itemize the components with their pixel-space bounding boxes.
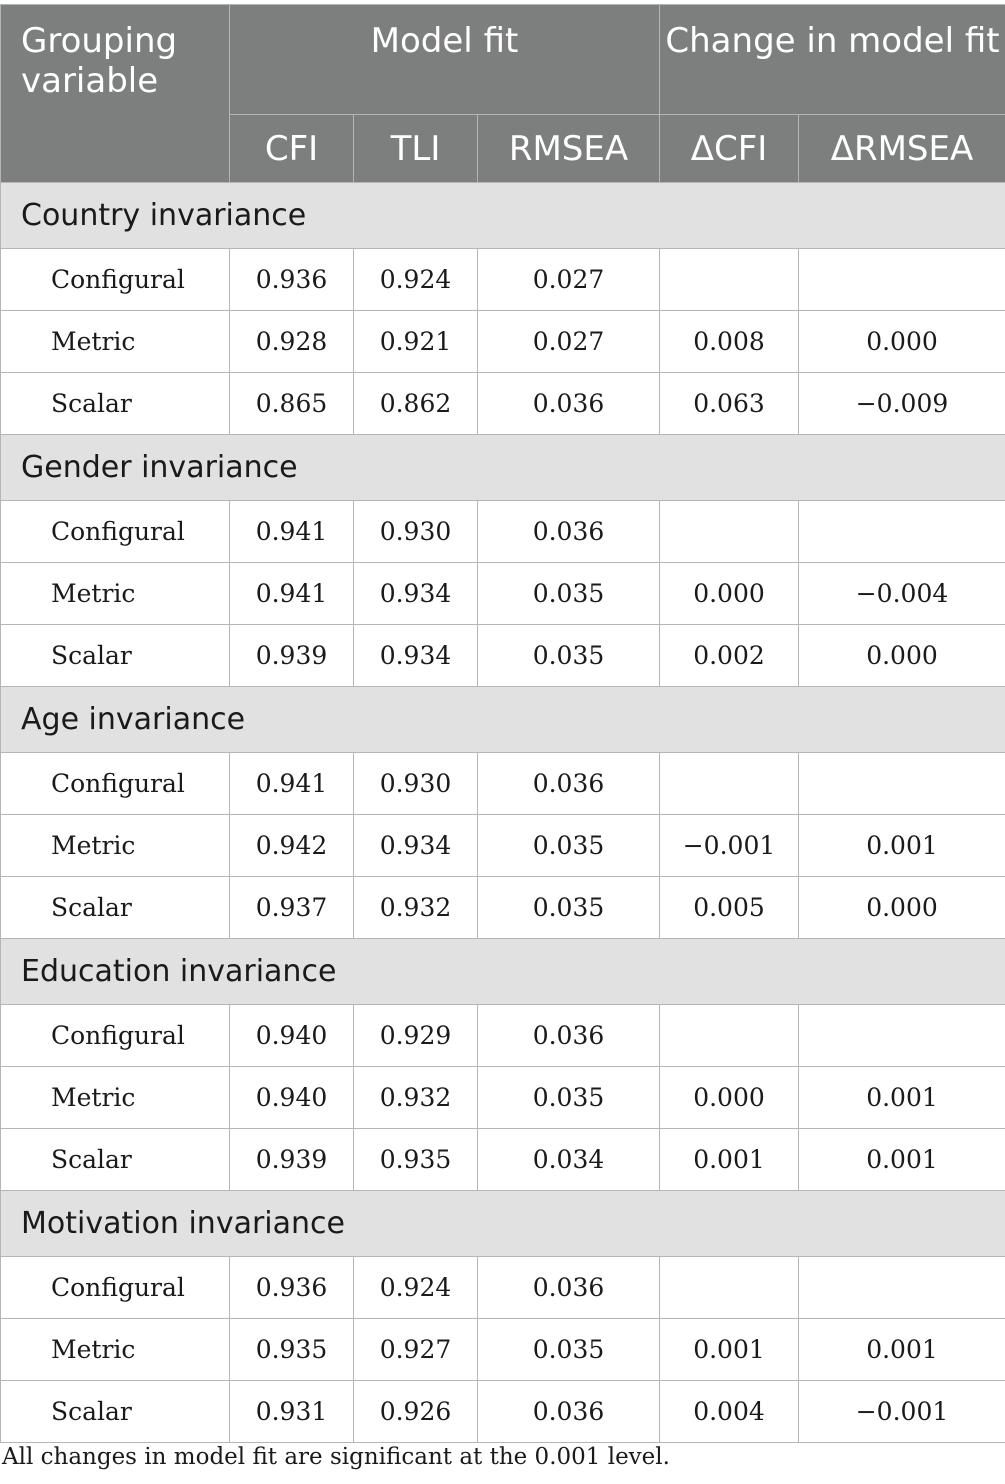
cell-dcfi: −0.001 — [660, 815, 799, 877]
table-row — [1, 625, 1005, 687]
cell-cfi: 0.931 — [230, 1381, 354, 1443]
table-row — [1, 249, 1005, 311]
cell-dcfi: 0.005 — [660, 877, 799, 939]
header-delta-rmsea: ΔRMSEA — [799, 115, 1005, 183]
cell-dcfi: 0.004 — [660, 1381, 799, 1443]
row-label: Metric — [1, 1067, 230, 1129]
cell-rmsea: 0.035 — [478, 563, 660, 625]
cell-dcfi — [660, 501, 799, 563]
cell-dcfi — [660, 1005, 799, 1067]
row-label: Scalar — [1, 373, 230, 435]
cell-tli: 0.930 — [354, 753, 478, 815]
cell-tli: 0.924 — [354, 249, 478, 311]
cell-tli: 0.926 — [354, 1381, 478, 1443]
cell-drmsea: −0.001 — [799, 1381, 1005, 1443]
invariance-table — [0, 4, 1005, 1443]
cell-cfi: 0.936 — [230, 1257, 354, 1319]
row-label: Metric — [1, 1319, 230, 1381]
cell-drmsea: −0.009 — [799, 373, 1005, 435]
section-row — [1, 1191, 1005, 1257]
header-change-in-model-fit: Change in model fit — [660, 5, 1005, 115]
cell-tli: 0.924 — [354, 1257, 478, 1319]
cell-rmsea: 0.034 — [478, 1129, 660, 1191]
cell-dcfi: 0.001 — [660, 1129, 799, 1191]
row-label: Configural — [1, 1005, 230, 1067]
table-row — [1, 373, 1005, 435]
header-rmsea: RMSEA — [478, 115, 660, 183]
cell-cfi: 0.928 — [230, 311, 354, 373]
section-row — [1, 687, 1005, 753]
cell-dcfi: 0.002 — [660, 625, 799, 687]
cell-tli: 0.935 — [354, 1129, 478, 1191]
table-row — [1, 501, 1005, 563]
cell-tli: 0.932 — [354, 877, 478, 939]
cell-drmsea — [799, 1005, 1005, 1067]
cell-cfi: 0.939 — [230, 625, 354, 687]
row-label: Configural — [1, 1257, 230, 1319]
cell-drmsea: 0.000 — [799, 877, 1005, 939]
cell-rmsea: 0.035 — [478, 1319, 660, 1381]
table-row — [1, 563, 1005, 625]
header-grouping-variable: Grouping variable — [1, 5, 230, 183]
cell-rmsea: 0.035 — [478, 877, 660, 939]
cell-cfi: 0.941 — [230, 753, 354, 815]
cell-tli: 0.930 — [354, 501, 478, 563]
section-title: Gender invariance — [1, 435, 1005, 501]
table-row — [1, 1067, 1005, 1129]
cell-rmsea: 0.035 — [478, 625, 660, 687]
cell-cfi: 0.941 — [230, 563, 354, 625]
cell-rmsea: 0.035 — [478, 815, 660, 877]
cell-tli: 0.934 — [354, 625, 478, 687]
table-row — [1, 753, 1005, 815]
section-row — [1, 435, 1005, 501]
cell-rmsea: 0.027 — [478, 249, 660, 311]
cell-rmsea: 0.027 — [478, 311, 660, 373]
cell-rmsea: 0.036 — [478, 753, 660, 815]
cell-rmsea: 0.036 — [478, 1005, 660, 1067]
cell-cfi: 0.941 — [230, 501, 354, 563]
cell-drmsea: 0.001 — [799, 815, 1005, 877]
row-label: Configural — [1, 753, 230, 815]
cell-drmsea — [799, 753, 1005, 815]
table-row — [1, 1129, 1005, 1191]
cell-dcfi: 0.063 — [660, 373, 799, 435]
row-label: Metric — [1, 563, 230, 625]
section-row — [1, 939, 1005, 1005]
table-row — [1, 1005, 1005, 1067]
table-row — [1, 311, 1005, 373]
cell-dcfi: 0.008 — [660, 311, 799, 373]
cell-drmsea — [799, 249, 1005, 311]
table-body — [1, 183, 1005, 1443]
cell-drmsea: 0.000 — [799, 311, 1005, 373]
cell-tli: 0.921 — [354, 311, 478, 373]
cell-rmsea: 0.036 — [478, 501, 660, 563]
cell-tli: 0.932 — [354, 1067, 478, 1129]
cell-cfi: 0.865 — [230, 373, 354, 435]
table-row — [1, 815, 1005, 877]
cell-drmsea: 0.000 — [799, 625, 1005, 687]
cell-drmsea: −0.004 — [799, 563, 1005, 625]
header-cfi: CFI — [230, 115, 354, 183]
cell-dcfi — [660, 753, 799, 815]
row-label: Configural — [1, 501, 230, 563]
cell-drmsea: 0.001 — [799, 1067, 1005, 1129]
cell-rmsea: 0.036 — [478, 1381, 660, 1443]
cell-tli: 0.929 — [354, 1005, 478, 1067]
cell-cfi: 0.935 — [230, 1319, 354, 1381]
section-title: Country invariance — [1, 183, 1005, 249]
cell-cfi: 0.940 — [230, 1005, 354, 1067]
row-label: Metric — [1, 311, 230, 373]
cell-dcfi — [660, 249, 799, 311]
cell-dcfi: 0.000 — [660, 1067, 799, 1129]
row-label: Scalar — [1, 1129, 230, 1191]
cell-drmsea — [799, 501, 1005, 563]
row-label: Configural — [1, 249, 230, 311]
cell-cfi: 0.940 — [230, 1067, 354, 1129]
cell-drmsea — [799, 1257, 1005, 1319]
cell-dcfi: 0.001 — [660, 1319, 799, 1381]
cell-dcfi — [660, 1257, 799, 1319]
section-row — [1, 183, 1005, 249]
section-title: Education invariance — [1, 939, 1005, 1005]
row-label: Scalar — [1, 877, 230, 939]
cell-drmsea: 0.001 — [799, 1129, 1005, 1191]
header-delta-cfi: ΔCFI — [660, 115, 799, 183]
cell-tli: 0.862 — [354, 373, 478, 435]
cell-cfi: 0.939 — [230, 1129, 354, 1191]
table-row — [1, 1257, 1005, 1319]
cell-rmsea: 0.036 — [478, 1257, 660, 1319]
cell-tli: 0.934 — [354, 815, 478, 877]
cell-rmsea: 0.036 — [478, 373, 660, 435]
table-header — [1, 5, 1005, 183]
section-title: Age invariance — [1, 687, 1005, 753]
cell-cfi: 0.936 — [230, 249, 354, 311]
table-footnote: All changes in model fit are significant at the 0.001 level. — [2, 1444, 670, 1470]
cell-rmsea: 0.035 — [478, 1067, 660, 1129]
table-row — [1, 1319, 1005, 1381]
cell-cfi: 0.937 — [230, 877, 354, 939]
table-row — [1, 1381, 1005, 1443]
table-row — [1, 877, 1005, 939]
section-title: Motivation invariance — [1, 1191, 1005, 1257]
cell-tli: 0.934 — [354, 563, 478, 625]
row-label: Scalar — [1, 1381, 230, 1443]
header-tli: TLI — [354, 115, 478, 183]
cell-dcfi: 0.000 — [660, 563, 799, 625]
cell-cfi: 0.942 — [230, 815, 354, 877]
row-label: Metric — [1, 815, 230, 877]
header-model-fit: Model fit — [230, 5, 660, 115]
cell-tli: 0.927 — [354, 1319, 478, 1381]
cell-drmsea: 0.001 — [799, 1319, 1005, 1381]
row-label: Scalar — [1, 625, 230, 687]
